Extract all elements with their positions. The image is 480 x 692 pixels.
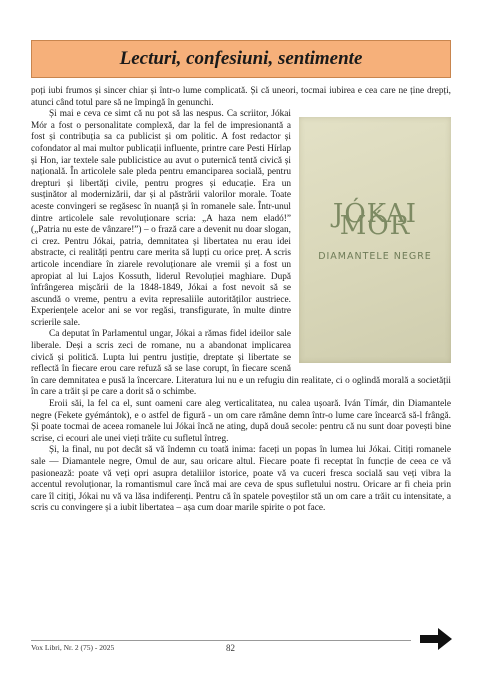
section-title: Lecturi, confesiuni, sentimente — [119, 48, 363, 69]
section-title-banner — [31, 40, 451, 78]
page-number: 82 — [226, 643, 235, 653]
paragraph-4: Eroii săi, la fel ca el, sunt oameni care aleg verticalitatea, nu calea ușoară. Iván Tímár, din Diamantele negre (Fekete gyémántok), e o astfel de figură - un om care rămâne demn într-o lume care încearcă să-l frângă. Și poate tocmai de aceea romanele lui Jókai încă ne ating, după două secole: pentru că nu sunt doar povești bine scrise, ci ecouri ale unei vieți trăite cu sufletul întreg. — [31, 399, 451, 444]
paragraph-2: Și mai e ceva ce simt că nu pot să las nespus. Ca scriitor, Jókai Mór a fost o personalitate complexă, dar la fel de impresionantă a fost și contribuția sa ca publicist și om politic. A fost redactor și cofondator al mai multor publicații influente, printre care Pesti Hírlap și Hon, iar textele sale publicistice au avut o puternică tentă civică și națională. În articolele sale pleda pentru emanciparea socială, pentru drepturi și libertăți civile, pentru progres și educație. Era un susținător al modernizării, dar și al păstrării valorilor morale. Toate aceste convingeri se regăsesc în nuanță și în romanele sale. Într-unul dintre articolele sale revoluționare scria: „A haza nem eladó!” („Patria nu este de vânzare!”) – o frază care a devenit nu doar slogan, ci crez. Pentru Jókai, patria, demnitatea și libertatea nu erau idei abstracte, ci realități pentru care merita să lupți cu orice preț. A scris articole incendiare în ziarele revoluționare ale vremii și a fost un apropiat al lui Lajos Kossuth, liderul Revoluției maghiare. După înfrângerea mișcării de la 1848-1849, Jókai a fost nevoit să se ascundă o vreme, pentru a evita represaliile autorităților austriece. Experiențele acelor ani se vor regăsi, transfigurate, în multe dintre scrierile sale. — [31, 109, 291, 328]
paragraph-3: Ca deputat în Parlamentul ungar, Jókai a rămas fidel ideilor sale liberale. Deși a scris zeci de romane, nu a abandonat implicarea civică și politică. Lupta lui pentru justiție, dreptate și libertate se reflectă în fiecare erou care refuză să se lase corupt, în fiecare scenă în care demnitatea e pusă la încercare. Literatura lui nu e un refugiu din realitate, ci o oglindă morală a societății în care a trăit și pe care a dorit să o schimbe. — [31, 329, 451, 398]
arrow-right-icon[interactable] — [420, 628, 452, 650]
paragraph-5: Și, la final, nu pot decât să vă îndemn cu toată inima: faceți un popas în lumea lui Jókai. Citiți romanele sale — Diamantele negre, Omul de aur, sau oricare altul. Fiecare poate fi receptat în funcție de ceea ce vă pasionează: poate vă veți opri asupra detaliilor istorice, poate vă va cuceri fresca socială sau veți vibra la accentul revoluționar, la romantismul care încă mai are ceva de spus sufletului nostru. Oricare ar fi cheia prin care îl citiți, Jókai nu vă va lăsa indiferenți. Pentru că în spatele poveștilor stă un om care a trăit cu intensitate, a scris cu convingere și a iubit libertatea – așa cum doar marile spirite o pot face. — [31, 445, 451, 514]
book-cover-title: DIAMANTELE NEGRE — [318, 251, 432, 263]
book-cover-image — [299, 117, 451, 363]
journal-issue: Vox Libri, Nr. 2 (75) - 2025 — [31, 643, 115, 652]
footer-divider — [31, 640, 411, 641]
paragraph-1: poți iubi frumos și sincer chiar și într-o lume complicată. Și că uneori, tocmai iubirea e cea care ne ține drepți, atunci când totul pare să ne împingă în genunchi. — [31, 86, 451, 108]
article-body — [31, 86, 451, 515]
book-cover-author: JÓKAI MÓR — [332, 199, 418, 241]
